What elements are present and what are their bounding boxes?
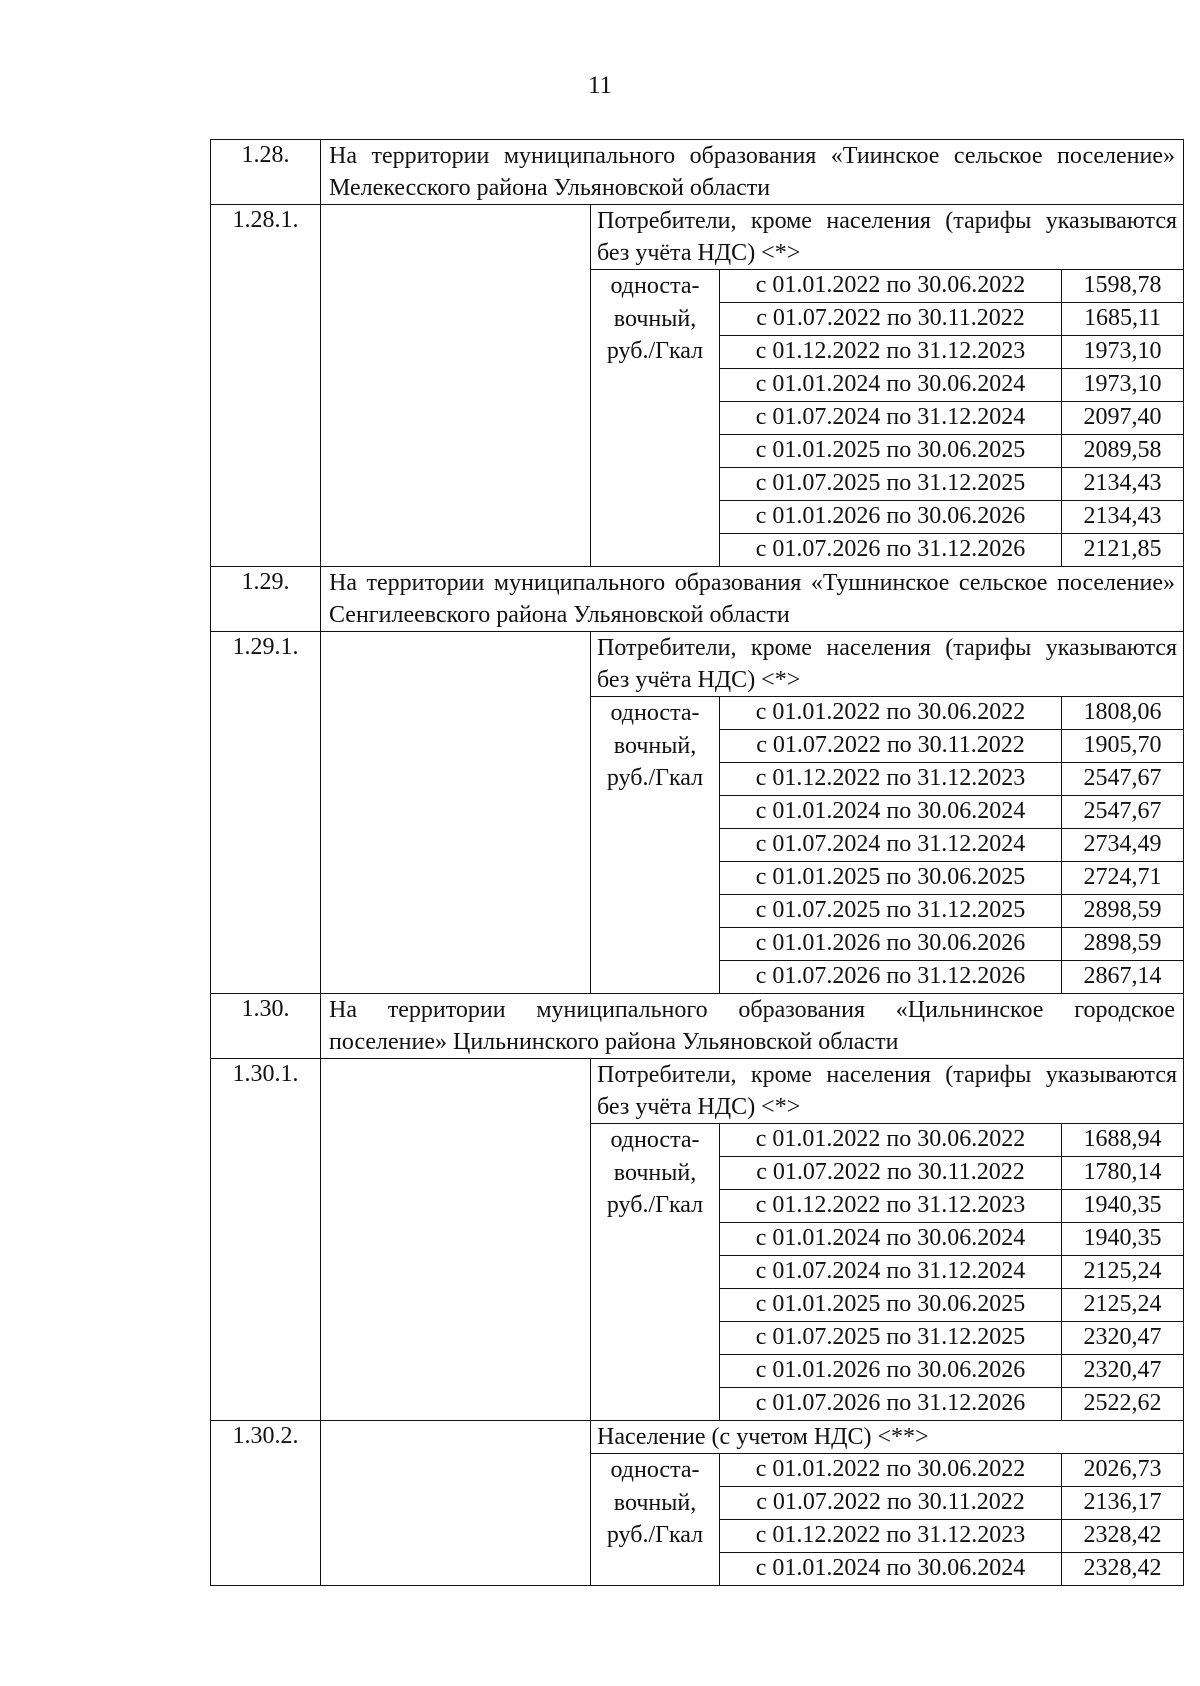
tariff-value: 2867,14 <box>1062 961 1184 994</box>
tariff-period: с 01.07.2026 по 31.12.2026 <box>720 1388 1062 1421</box>
tariff-value: 1905,70 <box>1062 730 1184 763</box>
tariff-value: 1685,11 <box>1062 303 1184 336</box>
tariff-table <box>210 139 1184 1586</box>
tariff-table-body <box>211 140 1184 1586</box>
tariff-value: 2134,43 <box>1062 501 1184 534</box>
tariff-unit: односта-вочный, руб./Гкал <box>591 697 720 994</box>
tariff-period: с 01.01.2024 по 30.06.2024 <box>720 796 1062 829</box>
tariff-value: 2547,67 <box>1062 763 1184 796</box>
tariff-value: 2026,73 <box>1062 1454 1184 1487</box>
consumer-category: Население (с учетом НДС) <**> <box>591 1421 1184 1454</box>
tariff-period: с 01.07.2022 по 30.11.2022 <box>720 1487 1062 1520</box>
section-title: На территории муниципального образования «Тиинское сельское поселение» Мелекесского района Ульяновской области <box>321 140 1184 205</box>
tariff-period: с 01.07.2024 по 31.12.2024 <box>720 402 1062 435</box>
tariff-value: 1940,35 <box>1062 1223 1184 1256</box>
tariff-period: с 01.12.2022 по 31.12.2023 <box>720 1520 1062 1553</box>
tariff-value: 2097,40 <box>1062 402 1184 435</box>
tariff-value: 1973,10 <box>1062 336 1184 369</box>
category-row <box>211 1059 1184 1124</box>
tariff-period: с 01.12.2022 по 31.12.2023 <box>720 336 1062 369</box>
tariff-value: 1940,35 <box>1062 1190 1184 1223</box>
consumer-category: Потребители, кроме населения (тарифы указываются без учёта НДС) <*> <box>591 632 1184 697</box>
section-number: 1.29. <box>211 567 321 632</box>
tariff-unit: односта-вочный, руб./Гкал <box>591 1124 720 1421</box>
tariff-period: с 01.01.2024 по 30.06.2024 <box>720 369 1062 402</box>
tariff-period: с 01.01.2026 по 30.06.2026 <box>720 1355 1062 1388</box>
empty-cell <box>321 1421 591 1586</box>
tariff-period: с 01.12.2022 по 31.12.2023 <box>720 763 1062 796</box>
tariff-unit: односта-вочный, руб./Гкал <box>591 1454 720 1586</box>
tariff-value: 1808,06 <box>1062 697 1184 730</box>
tariff-value: 2320,47 <box>1062 1322 1184 1355</box>
tariff-period: с 01.07.2022 по 30.11.2022 <box>720 1157 1062 1190</box>
tariff-period: с 01.01.2026 по 30.06.2026 <box>720 928 1062 961</box>
tariff-period: с 01.12.2022 по 31.12.2023 <box>720 1190 1062 1223</box>
tariff-period: с 01.01.2022 по 30.06.2022 <box>720 1454 1062 1487</box>
tariff-value: 2136,17 <box>1062 1487 1184 1520</box>
tariff-value: 2320,47 <box>1062 1355 1184 1388</box>
tariff-period: с 01.01.2022 по 30.06.2022 <box>720 1124 1062 1157</box>
tariff-period: с 01.01.2024 по 30.06.2024 <box>720 1553 1062 1586</box>
tariff-value: 2134,43 <box>1062 468 1184 501</box>
tariff-value: 2125,24 <box>1062 1256 1184 1289</box>
category-row <box>211 632 1184 697</box>
tariff-period: с 01.07.2026 по 31.12.2026 <box>720 961 1062 994</box>
empty-cell <box>321 632 591 994</box>
page-number: 11 <box>587 72 613 99</box>
consumer-category: Потребители, кроме населения (тарифы указываются без учёта НДС) <*> <box>591 1059 1184 1124</box>
tariff-period: с 01.07.2025 по 31.12.2025 <box>720 1322 1062 1355</box>
tariff-value: 2898,59 <box>1062 928 1184 961</box>
section-row <box>211 140 1184 205</box>
tariff-value: 2328,42 <box>1062 1520 1184 1553</box>
group-number: 1.28.1. <box>211 205 321 567</box>
tariff-value: 1973,10 <box>1062 369 1184 402</box>
tariff-period: с 01.07.2022 по 30.11.2022 <box>720 730 1062 763</box>
group-number: 1.30.1. <box>211 1059 321 1421</box>
section-title: На территории муниципального образования «Цильнинское городское поселение» Цильнинского района Ульяновской области <box>321 994 1184 1059</box>
consumer-category: Потребители, кроме населения (тарифы указываются без учёта НДС) <*> <box>591 205 1184 270</box>
tariff-period: с 01.07.2022 по 30.11.2022 <box>720 303 1062 336</box>
tariff-period: с 01.01.2025 по 30.06.2025 <box>720 1289 1062 1322</box>
tariff-value: 2089,58 <box>1062 435 1184 468</box>
tariff-value: 2328,42 <box>1062 1553 1184 1586</box>
tariff-period: с 01.07.2024 по 31.12.2024 <box>720 829 1062 862</box>
tariff-period: с 01.01.2024 по 30.06.2024 <box>720 1223 1062 1256</box>
empty-cell <box>321 205 591 567</box>
section-number: 1.28. <box>211 140 321 205</box>
empty-cell <box>321 1059 591 1421</box>
tariff-value: 1780,14 <box>1062 1157 1184 1190</box>
tariff-period: с 01.07.2025 по 31.12.2025 <box>720 468 1062 501</box>
tariff-period: с 01.01.2022 по 30.06.2022 <box>720 697 1062 730</box>
tariff-value: 2125,24 <box>1062 1289 1184 1322</box>
tariff-value: 2547,67 <box>1062 796 1184 829</box>
category-row <box>211 205 1184 270</box>
tariff-period: с 01.01.2026 по 30.06.2026 <box>720 501 1062 534</box>
section-row <box>211 567 1184 632</box>
section-title: На территории муниципального образования «Тушнинское сельское поселение» Сенгилеевского района Ульяновской области <box>321 567 1184 632</box>
tariff-unit: односта-вочный, руб./Гкал <box>591 270 720 567</box>
group-number: 1.30.2. <box>211 1421 321 1586</box>
tariff-value: 2898,59 <box>1062 895 1184 928</box>
tariff-value: 2121,85 <box>1062 534 1184 567</box>
tariff-period: с 01.07.2026 по 31.12.2026 <box>720 534 1062 567</box>
tariff-period: с 01.01.2025 по 30.06.2025 <box>720 862 1062 895</box>
tariff-value: 2522,62 <box>1062 1388 1184 1421</box>
group-number: 1.29.1. <box>211 632 321 994</box>
tariff-period: с 01.07.2024 по 31.12.2024 <box>720 1256 1062 1289</box>
tariff-value: 1598,78 <box>1062 270 1184 303</box>
tariff-value: 2724,71 <box>1062 862 1184 895</box>
section-number: 1.30. <box>211 994 321 1059</box>
category-row <box>211 1421 1184 1454</box>
tariff-period: с 01.07.2025 по 31.12.2025 <box>720 895 1062 928</box>
tariff-value: 1688,94 <box>1062 1124 1184 1157</box>
section-row <box>211 994 1184 1059</box>
tariff-period: с 01.01.2022 по 30.06.2022 <box>720 270 1062 303</box>
tariff-value: 2734,49 <box>1062 829 1184 862</box>
tariff-period: с 01.01.2025 по 30.06.2025 <box>720 435 1062 468</box>
